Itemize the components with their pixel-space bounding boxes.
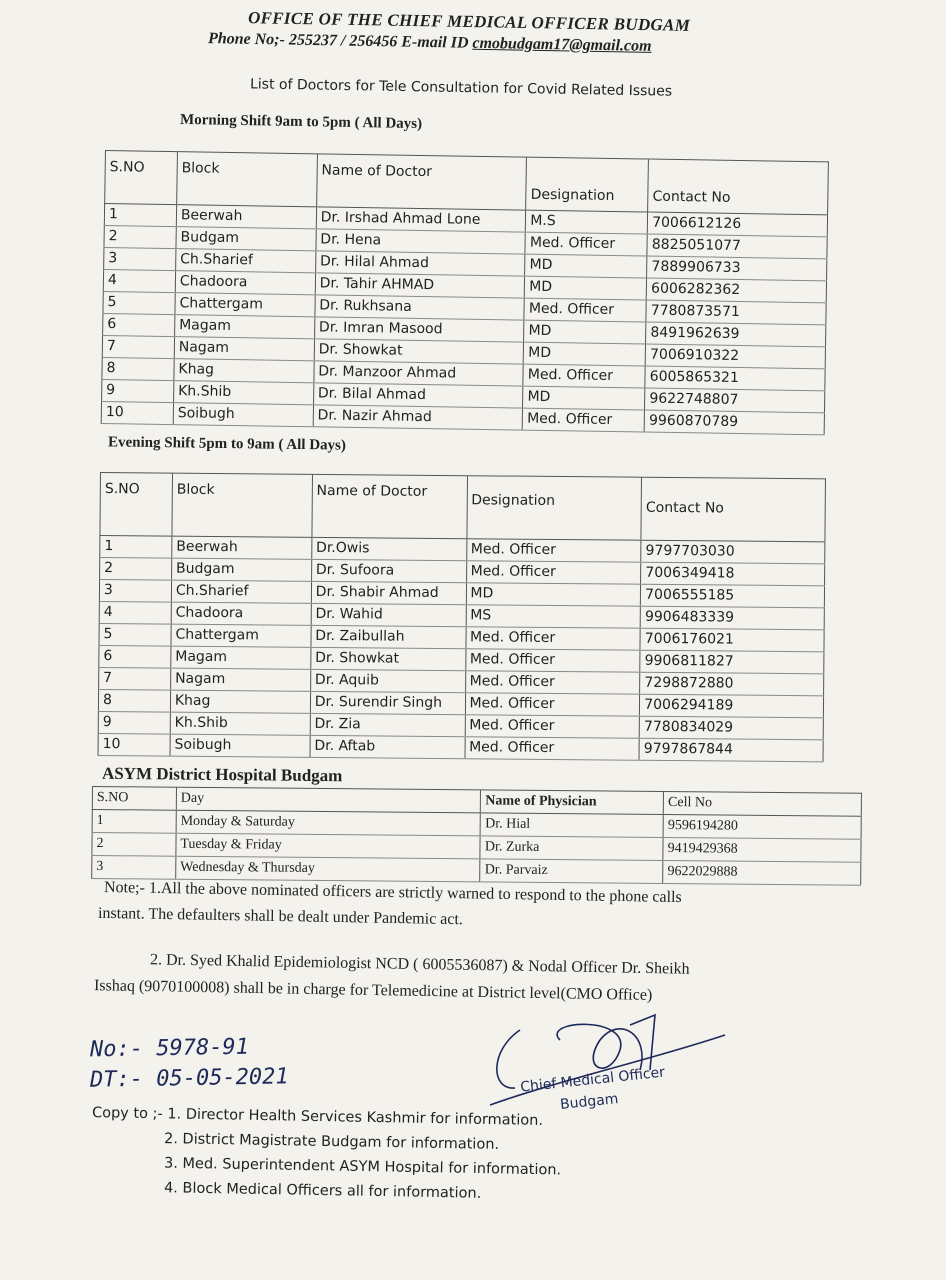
phone-line: Phone No;- 255237 / 256456 E-mail ID xyxy=(207,30,469,52)
cell-doctor: Dr. Showkat xyxy=(314,339,524,364)
cell-physician: Dr. Zurka xyxy=(480,836,663,861)
cell-sno: 3 xyxy=(104,247,176,270)
cell-sno: 4 xyxy=(103,269,175,292)
cell-block: Soibugh xyxy=(170,734,310,757)
cell-contact: 9797867844 xyxy=(639,738,823,762)
cell-designation: Med. Officer xyxy=(465,649,640,673)
cell-contact: 9622748807 xyxy=(645,388,825,413)
cell-contact: 9906483339 xyxy=(640,606,824,630)
table-header-row xyxy=(100,473,826,542)
email-address: cmobudgam17@gmail.com xyxy=(472,34,652,55)
cell-doctor: Dr. Wahid xyxy=(311,603,466,626)
evening-shift-table xyxy=(98,472,826,762)
cell-designation: Med. Officer xyxy=(525,232,647,256)
cell-designation: MD xyxy=(523,386,645,410)
cell-designation: MD xyxy=(524,320,646,344)
cell-doctor: Dr. Hilal Ahmad xyxy=(315,251,525,276)
cell-sno: 9 xyxy=(102,379,174,402)
cell-block: Soibugh xyxy=(173,403,313,427)
column-header: Cell No xyxy=(663,791,861,816)
cell-block: Magam xyxy=(174,315,314,339)
copy-to-label: Copy to ;- xyxy=(91,1105,163,1123)
cell-sno: 3 xyxy=(99,580,171,603)
cell-doctor: Dr. Nazir Ahmad xyxy=(313,405,523,430)
cell-sno: 5 xyxy=(103,291,175,314)
column-header: S.NO xyxy=(100,473,172,537)
asym-title: ASYM District Hospital Budgam xyxy=(101,763,343,786)
document-subtitle: List of Doctors for Tele Consultation for Covid Related Issues xyxy=(249,76,673,100)
column-header: S.NO xyxy=(105,151,178,205)
cell-block: Kh.Shib xyxy=(173,381,313,405)
cell-designation: M.S xyxy=(526,210,648,234)
copy-to-item: 4. Block Medical Officers all for information. xyxy=(163,1180,482,1202)
cell-sno: 6 xyxy=(99,645,171,668)
cell-designation: MD xyxy=(525,254,647,278)
cell-designation: Med. Officer xyxy=(522,408,644,432)
cell-contact: 7006555185 xyxy=(641,584,825,608)
copy-to-item: 2. District Magistrate Budgam for information. xyxy=(163,1131,500,1153)
cell-doctor: Dr.Owis xyxy=(311,537,466,560)
cell-doctor: Dr. Bilal Ahmad xyxy=(313,383,523,408)
cell-sno: 7 xyxy=(99,667,171,690)
cell-contact: 8491962639 xyxy=(646,322,826,347)
cell-block: Budgam xyxy=(176,227,316,251)
cell-contact: 6005865321 xyxy=(645,366,825,391)
cell-sno: 1 xyxy=(104,204,176,227)
cell-doctor: Dr. Aftab xyxy=(310,735,465,758)
column-header: Name of Physician xyxy=(481,790,664,815)
column-header: Designation xyxy=(526,157,649,212)
column-header: Contact No xyxy=(641,477,825,542)
cell-contact: 7780873571 xyxy=(646,300,826,325)
cell-doctor: Dr. Surendir Singh xyxy=(310,691,465,714)
cell-block: Kh.Shib xyxy=(170,712,310,735)
cell-sno: 8 xyxy=(98,689,170,712)
cell-contact: 9960870789 xyxy=(644,410,824,435)
cell-sno: 1 xyxy=(100,536,172,559)
office-title: OFFICE OF THE CHIEF MEDICAL OFFICER BUDGAM xyxy=(247,8,691,35)
cell-sno: 3 xyxy=(92,856,176,880)
cell-designation: MD xyxy=(466,583,641,607)
cell-contact: 6006282362 xyxy=(646,278,826,303)
cell-doctor: Dr. Aquib xyxy=(310,669,465,692)
cell-day: Wednesday & Thursday xyxy=(176,856,481,882)
cell-block: Ch.Sharief xyxy=(171,580,311,603)
note-2-line-2: Isshaq (9070100008) shall be in charge for Telemedicine at District level(CMO Office) xyxy=(93,977,653,1004)
cell-phone: 9419429368 xyxy=(663,837,861,862)
cell-sno: 2 xyxy=(100,558,172,581)
cell-block: Magam xyxy=(171,646,311,669)
cell-day: Monday & Saturday xyxy=(176,810,481,836)
cell-contact: 7006910322 xyxy=(645,344,825,369)
cell-sno: 10 xyxy=(101,401,173,424)
cell-sno: 2 xyxy=(92,833,176,857)
cell-doctor: Dr. Showkat xyxy=(311,647,466,670)
cell-doctor: Dr. Imran Masood xyxy=(314,317,524,342)
cell-block: Ch.Sharief xyxy=(176,249,316,273)
cell-doctor: Dr. Hena xyxy=(316,229,526,254)
copy-to-item: 1. Director Health Services Kashmir for information. xyxy=(167,1106,544,1129)
copy-to-item: 3. Med. Superintendent ASYM Hospital for information. xyxy=(163,1155,562,1179)
cell-designation: Med. Officer xyxy=(524,298,646,322)
cell-contact: 7006612126 xyxy=(647,212,827,237)
cell-sno: 9 xyxy=(98,711,170,734)
column-header: S.NO xyxy=(92,787,176,811)
cell-designation: Med. Officer xyxy=(523,364,645,388)
cell-contact: 7780834029 xyxy=(639,716,823,740)
column-header: Block xyxy=(172,473,312,537)
column-header: Name of Doctor xyxy=(316,154,526,210)
note-1-line-2: instant. The defaulters shall be dealt under Pandemic act. xyxy=(97,904,464,929)
column-header: Day xyxy=(176,787,481,813)
note-1-line-1: Note;- 1.All the above nominated officers are strictly warned to respond to the phone calls xyxy=(103,878,682,907)
handwritten-date: DT:- 05-05-2021 xyxy=(89,1064,289,1093)
asym-table xyxy=(91,786,862,886)
cell-contact: 7889906733 xyxy=(647,256,827,281)
evening-shift-title: Evening Shift 5pm to 9am ( All Days) xyxy=(107,434,347,454)
cell-day: Tuesday & Friday xyxy=(176,833,481,859)
cell-designation: Med. Officer xyxy=(465,671,640,695)
note-2-line-1: 2. Dr. Syed Khalid Epidemiologist NCD ( 6005536087) & Nodal Officer Dr. Sheikh xyxy=(149,951,690,978)
cell-designation: Med. Officer xyxy=(465,627,640,651)
cell-sno: 5 xyxy=(99,623,171,646)
cell-block: Beerwah xyxy=(176,205,316,229)
signature-place: Budgam xyxy=(559,1090,620,1114)
cell-designation: MS xyxy=(466,605,641,629)
cell-block: Nagam xyxy=(171,668,311,691)
cell-designation: MD xyxy=(524,342,646,366)
cell-contact: 7006294189 xyxy=(640,694,824,718)
cell-block: Chattergam xyxy=(175,293,315,317)
cell-designation: Med. Officer xyxy=(466,561,641,585)
cell-phone: 9622029888 xyxy=(663,860,861,885)
cell-doctor: Dr. Shabir Ahmad xyxy=(311,581,466,604)
cell-block: Chadoora xyxy=(175,271,315,295)
cell-block: Chadoora xyxy=(171,602,311,625)
column-header: Block xyxy=(177,152,318,207)
cell-block: Chattergam xyxy=(171,624,311,647)
column-header: Designation xyxy=(466,476,641,541)
cell-sno: 6 xyxy=(103,313,175,336)
cell-contact: 7298872880 xyxy=(640,672,824,696)
cell-sno: 8 xyxy=(102,357,174,380)
cell-designation: MD xyxy=(525,276,647,300)
cell-sno: 10 xyxy=(98,733,170,756)
handwritten-reference-number: No:- 5978-91 xyxy=(89,1034,250,1063)
cell-block: Khag xyxy=(170,690,310,713)
cell-doctor: Dr. Tahir AHMAD xyxy=(315,273,525,298)
cell-contact: 9906811827 xyxy=(640,650,824,674)
cell-block: Beerwah xyxy=(172,536,312,559)
cell-designation: Med. Officer xyxy=(465,693,640,717)
cell-sno: 7 xyxy=(102,335,174,358)
cell-designation: Med. Officer xyxy=(465,715,640,739)
cell-doctor: Dr. Rukhsana xyxy=(315,295,525,320)
cell-physician: Dr. Parvaiz xyxy=(480,859,663,884)
cell-doctor: Dr. Manzoor Ahmad xyxy=(314,361,524,386)
cell-contact: 7006349418 xyxy=(641,562,825,586)
cell-contact: 7006176021 xyxy=(640,628,824,652)
cell-doctor: Dr. Irshad Ahmad Lone xyxy=(316,207,526,232)
signature-title: Chief Medical Officer xyxy=(519,1064,666,1096)
cell-block: Nagam xyxy=(174,337,314,361)
cell-block: Khag xyxy=(174,359,314,383)
column-header: Name of Doctor xyxy=(312,474,467,538)
cell-contact: 9797703030 xyxy=(641,540,825,564)
column-header: Contact No xyxy=(648,159,829,215)
cell-phone: 9596194280 xyxy=(663,814,861,839)
cell-doctor: Dr. Sufoora xyxy=(311,559,466,582)
cell-sno: 4 xyxy=(99,601,171,624)
cell-designation: Med. Officer xyxy=(465,737,640,761)
cell-designation: Med. Officer xyxy=(466,539,641,563)
cell-physician: Dr. Hial xyxy=(481,813,664,838)
cell-contact: 8825051077 xyxy=(647,234,827,259)
cell-doctor: Dr. Zia xyxy=(310,713,465,736)
cell-sno: 1 xyxy=(92,810,176,834)
cell-doctor: Dr. Zaibullah xyxy=(311,625,466,648)
copy-to-line-1 xyxy=(92,1104,543,1131)
cell-block: Budgam xyxy=(171,558,311,581)
morning-shift-table xyxy=(101,150,829,435)
cell-sno: 2 xyxy=(104,225,176,248)
morning-shift-title: Morning Shift 9am to 5pm ( All Days) xyxy=(179,111,423,133)
